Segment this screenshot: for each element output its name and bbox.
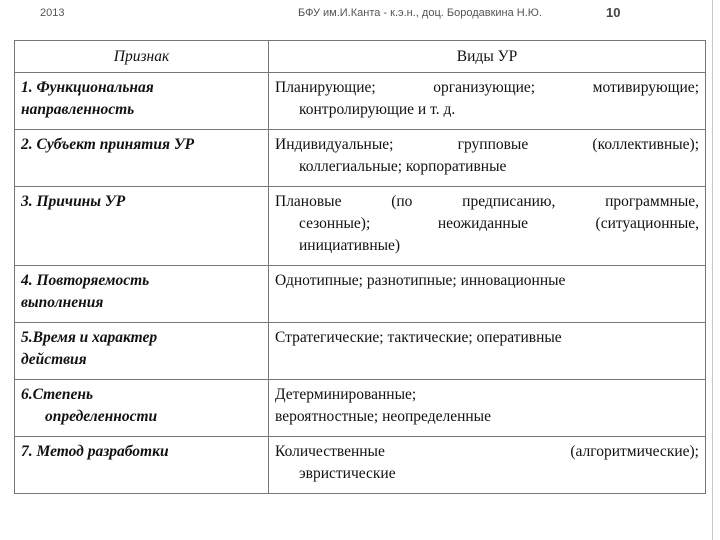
types-line: Детерминированные;	[275, 386, 417, 403]
table-row	[15, 187, 706, 266]
types-cell	[269, 187, 706, 266]
criterion-line: 4. Повторяемость	[21, 272, 150, 289]
slide-border-line	[712, 0, 713, 540]
types-line: контролирующие и т. д.	[299, 101, 456, 118]
types-line: Стратегические; тактические; оперативные	[275, 329, 562, 346]
criterion-cell	[15, 380, 269, 437]
column-header-criterion: Признак	[15, 41, 269, 73]
table-row	[15, 130, 706, 187]
criterion-line: действия	[21, 351, 87, 368]
types-line: Однотипные; разнотипные; инновационные	[275, 272, 566, 289]
types-line: Количественные (алгоритмические);	[275, 443, 699, 460]
criterion-cell	[15, 266, 269, 323]
criterion-line: выполнения	[21, 294, 104, 311]
criterion-cell	[15, 187, 269, 266]
criterion-cell	[15, 73, 269, 130]
types-line: инициативные)	[299, 237, 401, 254]
types-line: Плановые (по предписанию, программные,	[275, 193, 699, 210]
types-cell	[269, 73, 706, 130]
header-author: БФУ им.И.Канта - к.э.н., доц. Бородавкина Н.Ю.	[298, 7, 542, 19]
table-row	[15, 323, 706, 380]
types-line: коллегиальные; корпоративные	[299, 158, 507, 175]
types-line: Планирующие; организующие; мотивирующие;	[275, 79, 699, 96]
classification-table	[14, 40, 706, 494]
types-line: Индивидуальные; групповые (коллективные);	[275, 136, 699, 153]
header-year: 2013	[40, 7, 65, 19]
slide-header	[0, 0, 720, 34]
table-header-row	[15, 41, 706, 73]
criterion-cell	[15, 130, 269, 187]
types-line: эвристические	[299, 465, 396, 482]
types-cell	[269, 437, 706, 494]
criterion-line: 3. Причины УР	[21, 193, 126, 210]
column-header-types: Виды УР	[269, 41, 706, 73]
criterion-line: 1. Функциональная	[21, 79, 154, 96]
criterion-line: 2. Субъект принятия УР	[21, 136, 195, 153]
criterion-line: направленность	[21, 101, 135, 118]
criterion-line: 5.Время и характер	[21, 329, 158, 346]
table-row	[15, 266, 706, 323]
types-line: вероятностные; неопределенные	[275, 408, 491, 425]
criterion-line: определенности	[45, 408, 158, 425]
table-row	[15, 437, 706, 494]
types-cell	[269, 130, 706, 187]
types-line: сезонные); неожиданные (ситуационные,	[299, 215, 699, 232]
criterion-line: 6.Степень	[21, 386, 94, 403]
types-cell	[269, 323, 706, 380]
table-row	[15, 380, 706, 437]
criterion-line: 7. Метод разработки	[21, 443, 169, 460]
criterion-cell	[15, 323, 269, 380]
table-row	[15, 73, 706, 130]
types-cell	[269, 380, 706, 437]
types-cell	[269, 266, 706, 323]
page-number: 10	[606, 5, 621, 20]
criterion-cell	[15, 437, 269, 494]
